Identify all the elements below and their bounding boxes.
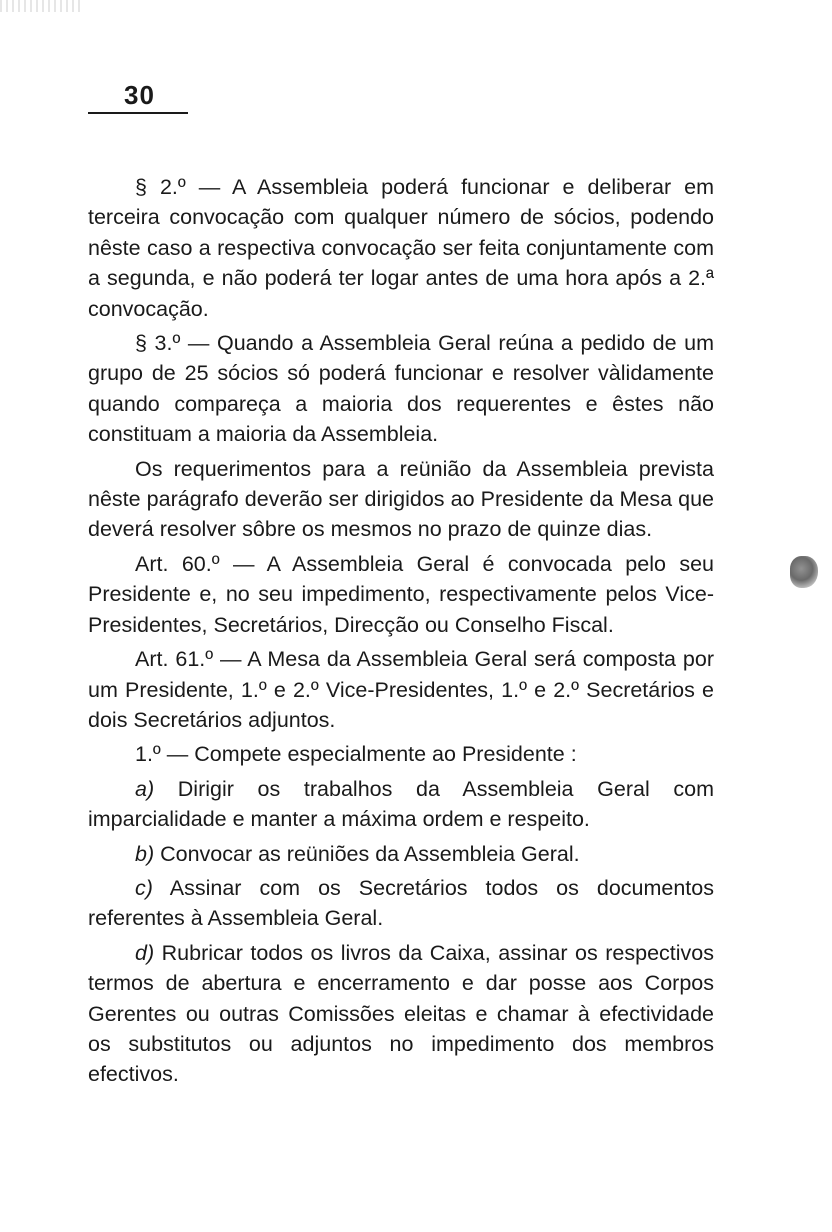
paragraph-section-3: § 3.º — Quando a Assembleia Geral reúna a pedido de um grupo de 25 sócios só poderá funcionar e resolver vàlidamente quando compareça a maioria dos requerentes e êstes não constituam a maioria da Assembleia. [88,331,714,447]
list-item-label: a) [135,776,155,801]
page-number: 30 [124,80,155,110]
list-item-a [88,774,714,835]
list-item-label: d) [135,940,155,965]
list-item-c [88,873,714,934]
paragraph-compete-presidente: 1.º — Compete especialmente ao Presidente : [135,742,577,767]
list-item-text: Assinar com os Secretários todos os documentos referentes à Assembleia Geral. [88,875,714,931]
paragraph-art-61: Art. 61.º — A Mesa da Assembleia Geral será composta por um Presidente, 1.º e 2.º Vice-Presidentes, 1.º e 2.º Secretários e dois Secretários adjuntos. [88,647,714,732]
page-number-rule [88,112,188,114]
page-body [88,172,714,1094]
list-item-text: Convocar as reüniões da Assembleia Geral. [160,841,580,866]
list-item-text: Dirigir os trabalhos da Assembleia Geral com imparcialidade e manter a máxima ordem e respeito. [88,776,714,832]
list-item-d [88,938,714,1090]
paragraph-requerimentos: Os requerimentos para a reünião da Assembleia prevista nêste parágrafo deverão ser dirigidos ao Presidente da Mesa que deverá resolver sôbre os mesmos no prazo de quinze dias. [88,456,714,542]
paragraph-art-60: Art. 60.º — A Assembleia Geral é convocada pelo seu Presidente e, no seu impedimento, respectivamente pelos Vice-Presidentes, Secretários, Direcção ou Conselho Fiscal. [88,551,714,637]
list-item-b [88,839,714,869]
list-item-text: Rubricar todos os livros da Caixa, assinar os respectivos termos de abertura e encerramento e dar posse aos Corpos Gerentes ou outras Comissões eleitas e chamar à efectividade os substitutos ou adjuntos no impedimento dos membros efectivos. [88,940,714,1087]
ink-blot-mark [790,556,818,588]
list-item-label: c) [135,875,153,900]
list-item-label: b) [135,841,155,866]
paper-speckle [0,0,80,12]
paragraph-section-2: § 2.º — A Assembleia poderá funcionar e deliberar em terceira convocação com qualquer número de sócios, podendo nêste caso a respectiva convocação ser feita conjuntamente com a segunda, e não poderá ter logar antes de uma hora após a 2.ª convocação. [88,175,714,321]
